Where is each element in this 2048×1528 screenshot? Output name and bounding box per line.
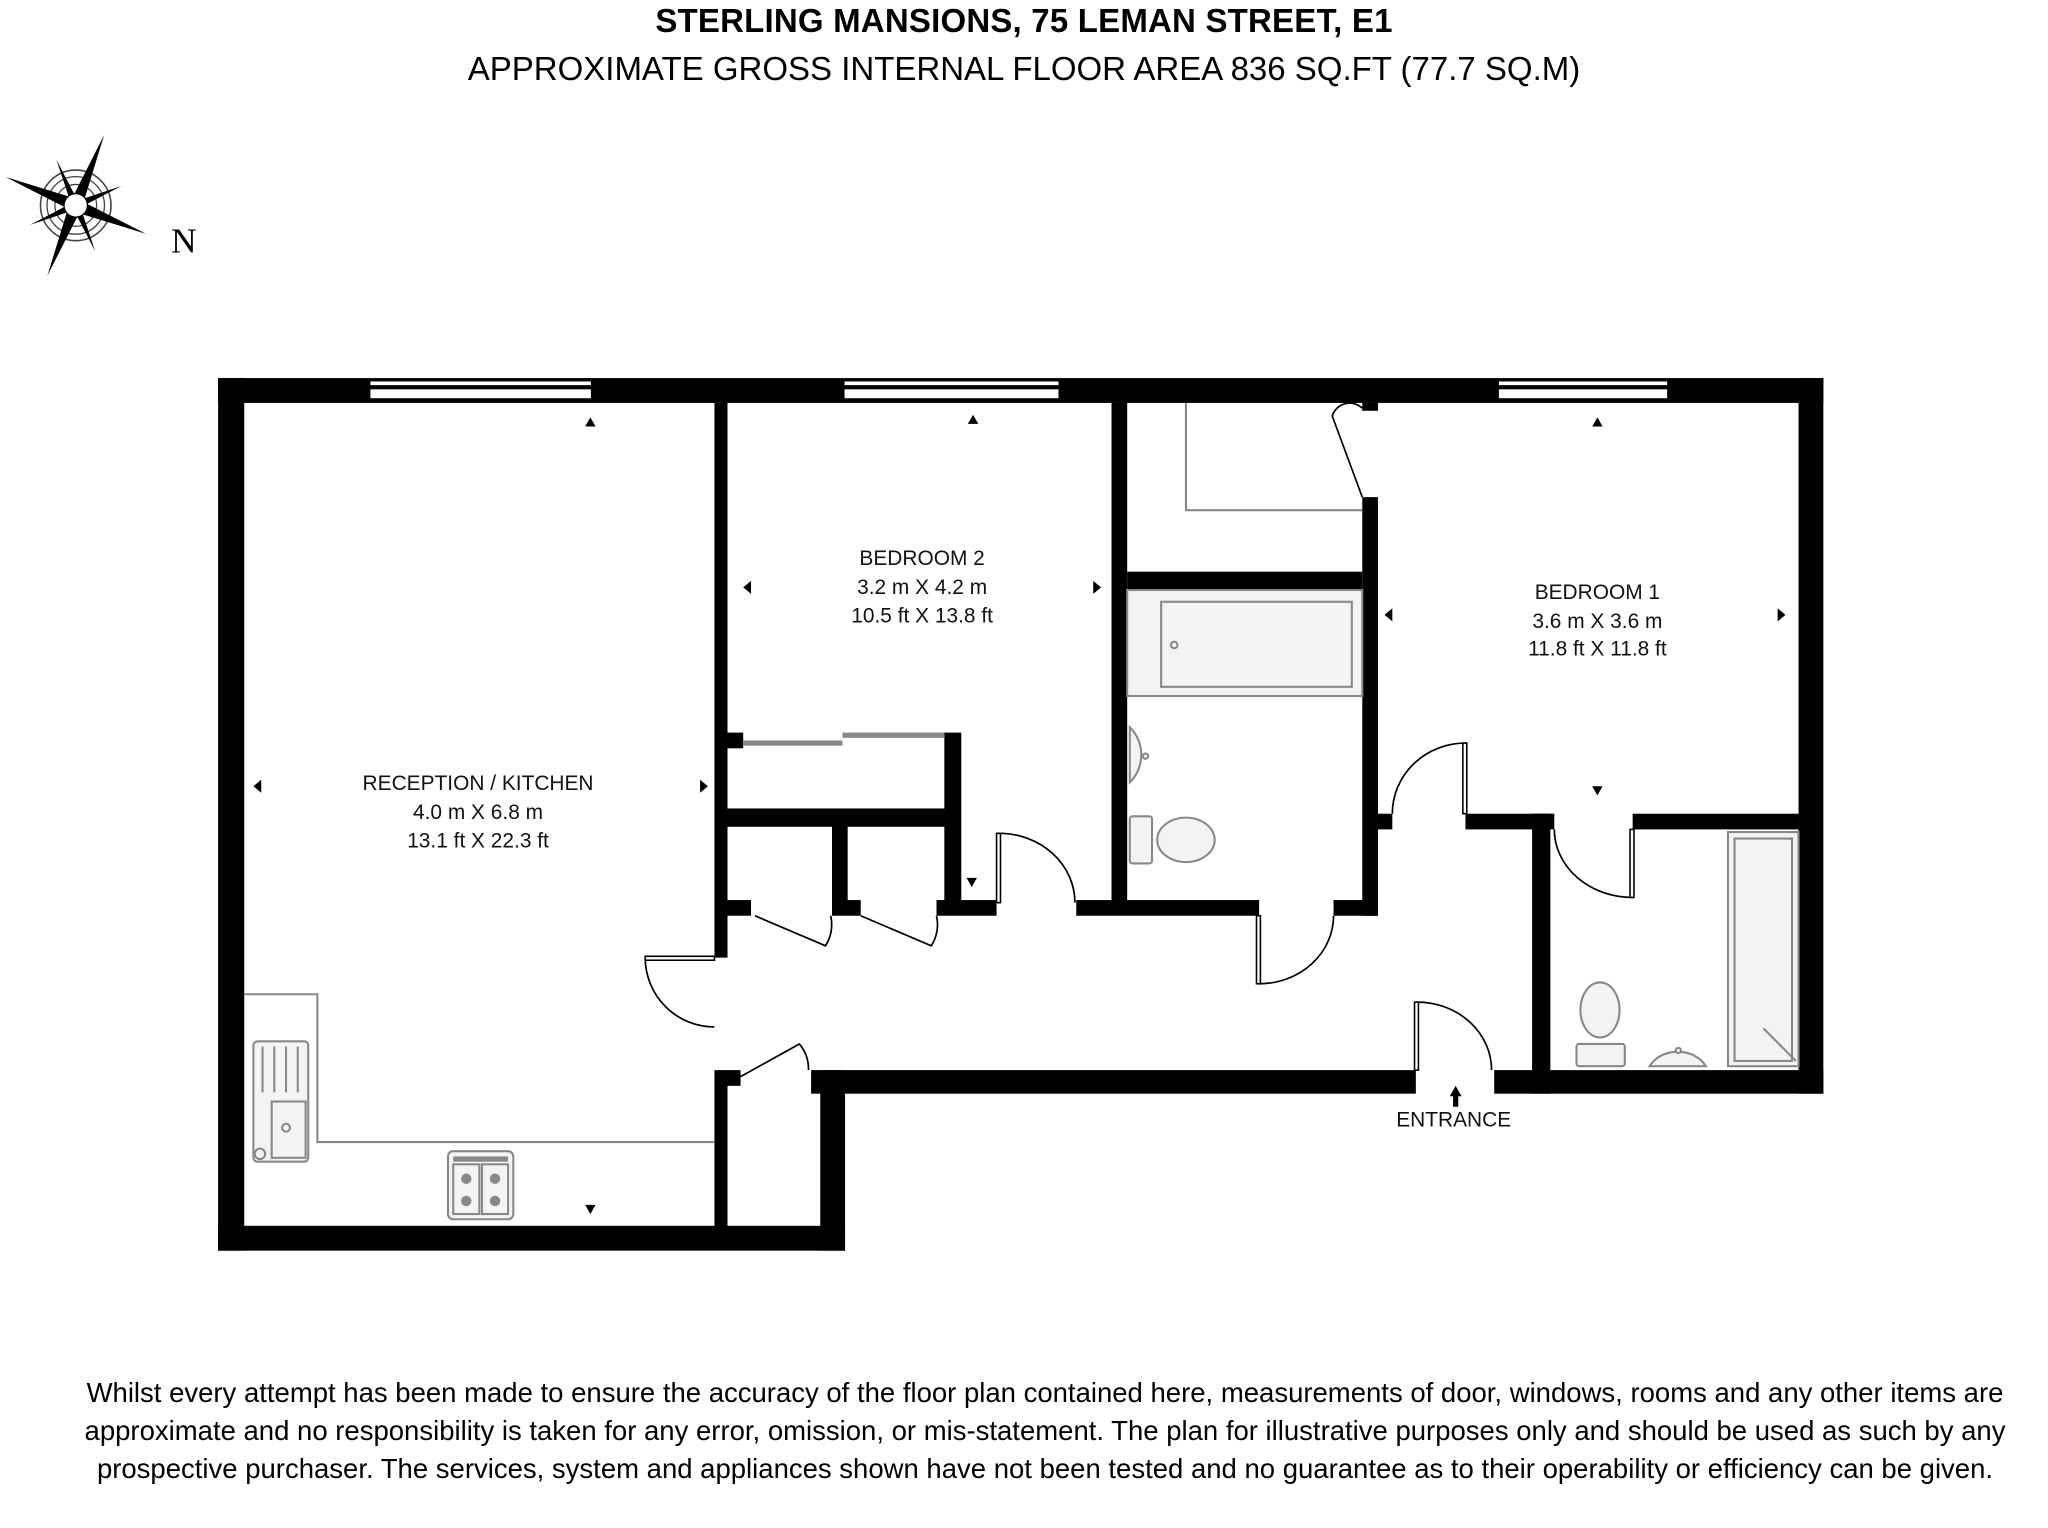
svg-text:11.8 ft X 11.8 ft: 11.8 ft X 11.8 ft	[1528, 637, 1667, 661]
plan-title: STERLING MANSIONS, 75 LEMAN STREET, E1	[655, 2, 1393, 39]
room-label-bedroom-2	[851, 547, 993, 628]
svg-text:4.0 m X 6.8 m: 4.0 m X 6.8 m	[413, 800, 544, 824]
arrow-up-icon	[1450, 1086, 1462, 1096]
svg-text:13.1 ft X 22.3 ft: 13.1 ft X 22.3 ft	[407, 829, 549, 853]
floor-area-subtitle: APPROXIMATE GROSS INTERNAL FLOOR AREA 836 SQ.FT (77.7 SQ.M)	[467, 50, 1581, 87]
bath-icon	[1127, 590, 1362, 696]
svg-text:BEDROOM 2: BEDROOM 2	[859, 547, 985, 571]
compass-north-label: N	[171, 221, 197, 261]
disclaimer-text: Whilst every attempt has been made to ensure the accuracy of the floor plan contained here, measurements of door, windows, rooms and any other items are approximate and no responsibility is taken for any error, omission, or mis-statement. The plan for illustrative purposes only and should be used as such by any prospective purchaser. The services, system and appliances shown have not been tested and no guarantee as to their operability or efficiency can be given.	[84, 1377, 2006, 1484]
entrance-label: ENTRANCE	[1396, 1108, 1512, 1132]
svg-text:3.2 m X 4.2 m: 3.2 m X 4.2 m	[857, 575, 988, 599]
room-label-reception-kitchen	[363, 772, 594, 853]
svg-text:10.5 ft X 13.8 ft: 10.5 ft X 13.8 ft	[851, 604, 993, 628]
sink-icon	[253, 1041, 308, 1161]
hob-icon	[448, 1151, 513, 1219]
svg-text:3.6 m X 3.6 m: 3.6 m X 3.6 m	[1532, 609, 1663, 633]
shower-icon	[1728, 832, 1799, 1066]
compass-rose-icon	[0, 107, 174, 305]
svg-text:BEDROOM 1: BEDROOM 1	[1534, 581, 1661, 605]
room-label-bedroom-1	[1528, 581, 1667, 660]
svg-text:RECEPTION / KITCHEN: RECEPTION / KITCHEN	[362, 772, 594, 796]
